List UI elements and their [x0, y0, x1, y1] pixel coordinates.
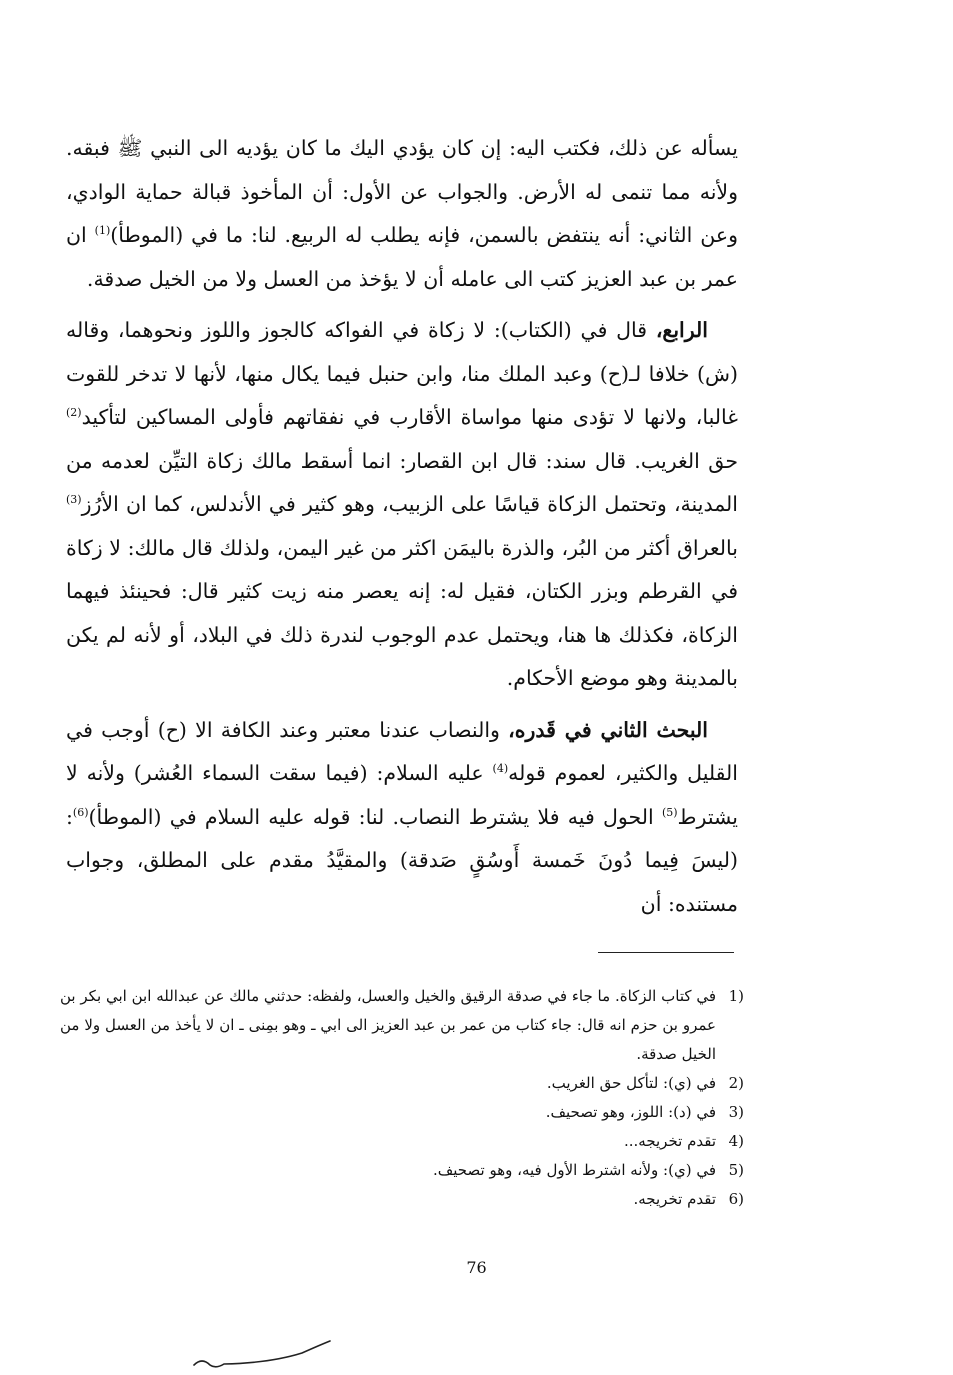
footnote-number: 4)	[728, 1132, 744, 1150]
footnote-number: 6)	[728, 1190, 744, 1208]
paragraph-3-text-d: : (ليسَ فِيما دُونَ خَمسة أَوسُقٍ صَدقة) والمقيَّدُ مقدم على المطلق، وجواب مستنده: أن	[66, 804, 738, 916]
footnote-number: 5)	[728, 1161, 744, 1179]
paragraph-2	[66, 309, 738, 701]
footnote-number: 1)	[728, 987, 744, 1005]
paragraph-1-text-end: ان عمر بن عبد العزيز كتب الى عامله أن لا يؤخذ من العسل ولا من الخيل صدقة.	[66, 223, 738, 291]
footnote-ref-1: (1)	[94, 224, 111, 238]
footnote-number: 3)	[728, 1103, 744, 1121]
footnote-text: تقدم تخريجه.	[633, 1190, 716, 1208]
footnote-5	[60, 1156, 744, 1185]
paragraph-3-text-b: عليه السلام: (فيما سقت السماء العُشر) ولأنه لا يشترط	[66, 761, 738, 829]
page-number: 76	[466, 1258, 487, 1277]
paragraph-3-heading: البحث الثاني في قَدره،	[508, 717, 708, 742]
footnote-ref-4: (4)	[492, 762, 509, 776]
footnote-ref-3: (3)	[66, 493, 82, 507]
footnote-ref-5: (5)	[661, 805, 678, 819]
paragraph-3-text-a: والنصاب عندنا معتبر وعند الكافة الا (ح) أوجب في القليل والكثير، لعموم قوله	[66, 717, 738, 785]
paragraph-1-text: يسأله عن ذلك، فكتب اليه: إن كان يؤدي اليك ما كان يؤديه الى النبي ﷺ فبقه. ولأنه مما تنمى له الأرض. والجواب عن الأول: أن المأخوذ قبالة حماية الوادي، وعن الثاني: أنه ينتفض بالسمن، فإنه يطلب له الربيع. لنا: ما في (الموطأ)	[66, 136, 738, 247]
footnote-4	[60, 1127, 744, 1156]
paragraph-2-text-c: بالعراق أكثر من البُر، والذرة باليمَن اكثر من غير اليمن، ولذلك قال مالك: لا زكاة في القرطم وبزر الكتان، فقيل له: إنه يعصر منه زيت كثير قال: فحينئذ فيهما الزكاة، فكذلك ها هنا، ويحتمل عدم الوجوب لندرة ذلك في البلاد، أو لأنه لم يكن بالمدينة وهو موضع الأحكام.	[66, 535, 738, 690]
footnote-text: في (ي): ولأنه اشترط الأول فيه، وهو تصحيف.	[432, 1161, 716, 1179]
handwritten-mark	[180, 1335, 340, 1375]
footnote-1	[60, 982, 744, 1069]
footnote-number: 2)	[728, 1074, 744, 1092]
footnote-text: في (د): اللوز، وهو تصحيف.	[545, 1103, 716, 1121]
footnote-text: تقدم تخريجه...	[623, 1132, 716, 1150]
paragraph-2-text-b: حق الغريب. قال سند: قال ابن القصار: انما أسقط مالك زكاة التيِّن لعدمه من المدينة، وتحتمل الزكاة قياسًا على الزبيب، وهو كثير في الأندلس، كما ان الأرُز	[66, 448, 738, 516]
footnotes	[60, 982, 744, 1214]
paragraph-2-text-a: قال في (الكتاب): لا زكاة في الفواكه كالجوز واللوز ونحوهما، وقاله (ش) خلافا لـ(ح) وعبد الملك منا، وابن حنبل فيما يكال منها، لأنها لا تدخر للقوت غالبا، ولانها لا تؤدى منها مواساة الأقارب في نفقاتهم فأولى المساكين لتأكيد	[66, 318, 738, 429]
paragraph-1	[66, 127, 738, 301]
footnote-ref-2: (2)	[66, 406, 82, 420]
main-text	[66, 127, 738, 926]
footnote-2	[60, 1069, 744, 1098]
footnote-divider	[598, 952, 734, 953]
paragraph-2-heading: الرابع،	[655, 318, 708, 342]
footnote-3	[60, 1098, 744, 1127]
footnote-text: في كتاب الزكاة. ما جاء في صدقة الرقيق والخيل والعسل، ولفظه: حدثني مالك عن عبدالله ابن ابي بكر بن عمرو بن حزم انه قال: جاء كتاب من عمر بن عبد العزيز الى ابي ـ وهو بمِنى ـ ان لا يأخذ من العسل ولا من الخيل صدقة.	[60, 987, 716, 1063]
footnote-text: في (ي): لتأكل حق الغريب.	[546, 1074, 716, 1092]
paragraph-3	[66, 709, 738, 927]
footnote-ref-6: (6)	[72, 805, 89, 819]
paragraph-3-text-c: الحول فيه فلا يشترط النصاب. لنا: قوله عليه السلام في (الموطأ)	[88, 804, 662, 829]
footnote-6	[60, 1185, 744, 1214]
